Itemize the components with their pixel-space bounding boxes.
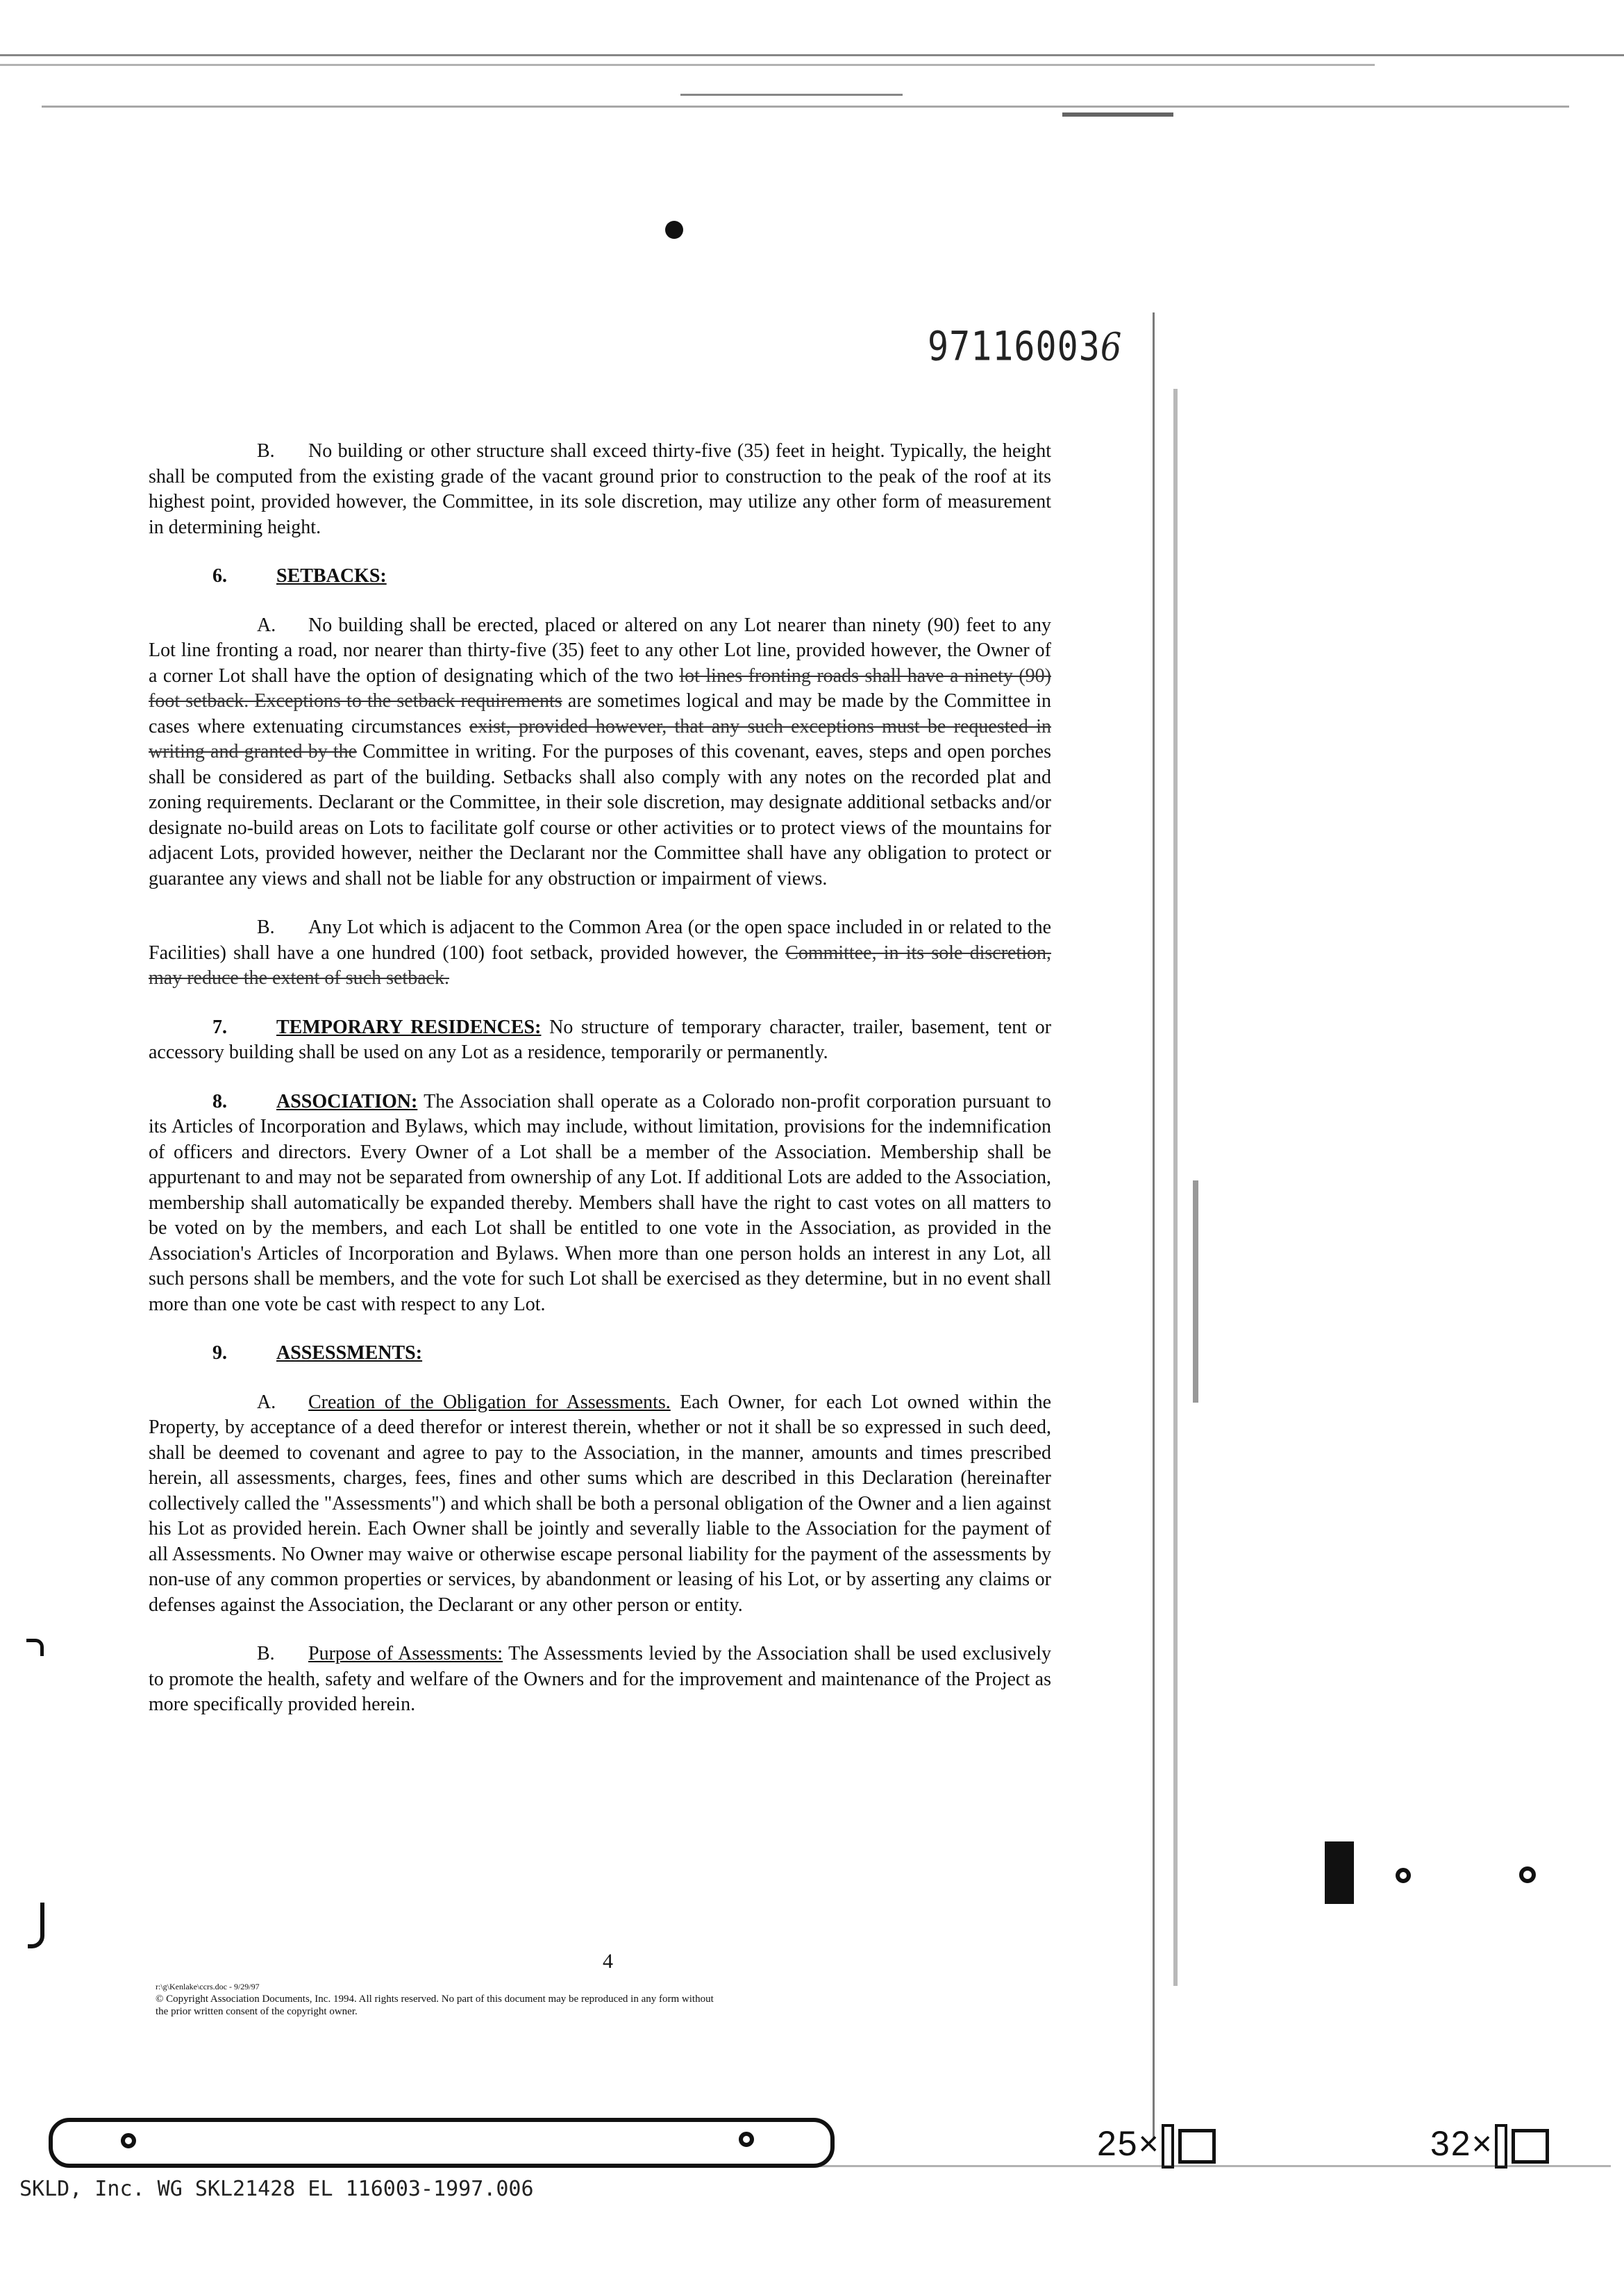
binder-ring: [739, 2132, 754, 2147]
paragraph-6a: [149, 613, 1051, 892]
footer-copyright: [156, 1980, 989, 2018]
section-8: [149, 1089, 1051, 1318]
handwritten-suffix: 6: [1100, 324, 1123, 370]
paragraph-letter: B.: [257, 917, 275, 938]
struck-text: lot lines fronting roads shall have a ninety (90) foot setback. Exceptions to the setback requirements: [149, 665, 1051, 712]
scan-edge-mark: [1396, 1868, 1411, 1883]
scan-edge-mark: [1519, 1866, 1536, 1883]
paragraph-9b: [149, 1641, 1051, 1718]
struck-text: exist, provided however, that any such exceptions must be requested in writing and granted by the: [149, 715, 1052, 762]
page-number: 4: [603, 1950, 613, 1973]
stamp-text: 25×: [1097, 2124, 1160, 2163]
paragraph-5b: [149, 439, 1051, 540]
paragraph-text: No building or other structure shall exceed thirty-five (35) feet in height. Typically, the height shall be computed from the existing grade of the vacant ground prior to construction to the peak of the roof at its highest point, provided however, the Committee, in its sole discretion, may utilize any other form of measurement in determining height.: [149, 440, 1051, 538]
reduction-stamp-right: [1430, 2123, 1549, 2169]
footer-line: the prior written consent of the copyright owner.: [156, 2006, 358, 2017]
scan-artifact-line: [680, 94, 903, 96]
section-title: ASSOCIATION:: [276, 1090, 418, 1112]
binder-strip: [49, 2118, 835, 2168]
section-number: 9.: [212, 1342, 227, 1364]
paragraph-letter: A.: [257, 1391, 276, 1413]
scan-edge-strip: [1153, 312, 1155, 2139]
footer-line: r:\g\Kenlake\ccrs.doc - 9/29/97: [156, 1982, 260, 1991]
scan-artifact-line: [1062, 112, 1173, 117]
scan-edge-mark: [1325, 1841, 1354, 1904]
paragraph-letter: B.: [257, 1643, 275, 1664]
section-number: 6.: [212, 565, 227, 587]
paragraph-subtitle: Creation of the Obligation for Assessments.: [308, 1391, 671, 1413]
section-text: No structure of temporary character, trailer, basement, tent or accessory building shall be used on any Lot as a residence, temporarily or permanently.: [149, 1016, 1052, 1063]
paragraph-subtitle: Purpose of Assessments:: [308, 1643, 503, 1664]
scan-edge-mark: [26, 1639, 44, 1656]
section-text: The Association shall operate as a Colorado non-profit corporation pursuant to its Articles of Incorporation and Bylaws, which may include, without limitation, provisions for the indemnification of officers and directors. Every Owner of a Lot shall be a member of the Association. Membership shall be appurtenant to and may not be separated from ownership of any Lot. If additional Lots are added to the Association, membership shall automatically be expanded thereby. Members shall have the right to cast votes on all matters to be voted on by the members, and each Lot shall be entitled to one vote in the Association, as provided in the Association's Articles of Incorporation and Bylaws. When more than one person holds an interest in any Lot, all such persons shall be members, and the vote for such Lot shall be exercised as they determine, but in no event shall more than one vote be cast with respect to any Lot.: [149, 1090, 1051, 1315]
reduction-stamp-left: [1097, 2123, 1216, 2169]
paragraph-text: Committee in writing. For the purposes of this covenant, eaves, steps and open porches shall be considered as part of the building. Setbacks shall also comply with any notes on the recorded plat and zoning requirements. Declarant or the Committee, in their sole discretion, may designate additional setbacks and/or designate no-build areas on Lots to facilitate golf course or other activities or to protect views of the mountains for adjacent Lots, provided however, neither the Declarant nor the Committee shall have any obligation to protect or guarantee any views and shall not be liable for any obstruction or impairment of views.: [149, 741, 1051, 889]
section-title: ASSESSMENTS:: [276, 1342, 423, 1364]
paragraph-text: Any Lot which is adjacent to the Common Area (or the open space included in or related to the Facilities) shall have a one hundred (100) foot setback, provided however, the: [149, 917, 1051, 964]
section-6-heading: [149, 564, 1051, 590]
scan-identifier: SKLD, Inc. WG SKL21428 EL 116003-1997.006: [19, 2177, 534, 2201]
paragraph-9a: [149, 1390, 1051, 1619]
section-number: 8.: [212, 1090, 227, 1112]
section-title: TEMPORARY RESIDENCES:: [276, 1016, 542, 1038]
scan-artifact-line: [0, 64, 1375, 66]
paragraph-text: Each Owner, for each Lot owned within the Property, by acceptance of a deed therefor or interest therein, whether or not it shall be so expressed in such deed, shall be deemed to covenant and agree to pay to the Association, in the manner, amounts and times prescribed herein, all assessments, charges, fees, fines and other sums which are described in this Declaration (hereinafter collectively called the "Assessments") and which shall be both a personal obligation of the Owner and a lien against his Lot as provided herein. Each Owner shall be jointly and severally liable to the Association for the payment of all Assessments. No Owner may waive or otherwise escape personal liability for the payment of the assessments by non-use of any common properties or services, by abandonment or leasing of his Lot, or by asserting any claims or defenses against the Association, the Declarant or any other person or entity.: [149, 1391, 1051, 1616]
section-9-heading: [149, 1341, 1051, 1367]
punch-hole-mark: [665, 221, 683, 239]
scan-edge-strip: [1193, 1180, 1198, 1403]
stamp-text: 32×: [1430, 2124, 1493, 2163]
paragraph-text: No building shall be erected, placed or altered on any Lot nearer than ninety (90) feet to any Lot line fronting a road, nor nearer than thirty-five (35) feet to any other Lot line, provided however, the Owner of a corner Lot shall have the option of designating which of the two: [149, 614, 1051, 687]
struck-text: Committee, in its sole discretion, may reduce the extent of such setback.: [149, 942, 1052, 989]
binder-ring: [121, 2133, 136, 2148]
scan-artifact-line: [0, 54, 1624, 56]
paragraph-letter: A.: [257, 614, 276, 636]
footer-line: © Copyright Association Documents, Inc. 1994. All rights reserved. No part of this document may be reproduced in any form without: [156, 1994, 714, 2005]
document-body: [149, 439, 1051, 1741]
scan-edge-mark: [28, 1903, 44, 1948]
scan-artifact-line: [819, 2165, 1611, 2167]
section-number: 7.: [212, 1016, 227, 1038]
paragraph-text: are sometimes logical and may be made by the Committee in cases where extenuating circumstances: [149, 690, 1051, 737]
section-7: [149, 1015, 1051, 1066]
paragraph-text: The Assessments levied by the Association shall be used exclusively to promote the health, safety and welfare of the Owners and for the improvement and maintenance of the Project as more specifically provided herein.: [149, 1643, 1051, 1715]
document-number-value: 97116003: [928, 323, 1100, 370]
document-number: [928, 324, 1122, 370]
section-title: SETBACKS:: [276, 565, 387, 587]
scan-edge-strip: [1173, 389, 1178, 1986]
scan-artifact-line: [42, 106, 1569, 108]
paragraph-letter: B.: [257, 440, 275, 462]
paragraph-6b: [149, 915, 1051, 992]
